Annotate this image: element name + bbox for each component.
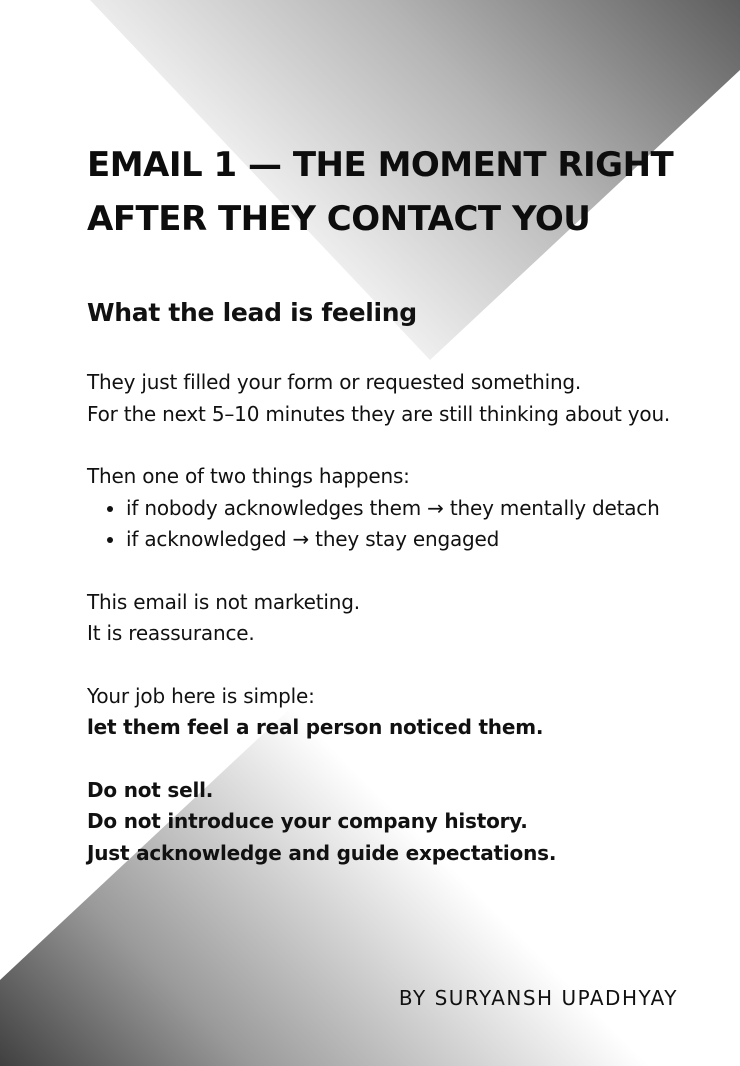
bullet-list [87,493,687,556]
list-item: • if acknowledged → they stay engaged [126,524,687,556]
paragraph-1 [87,367,687,430]
section-heading: What the lead is feeling [87,298,417,327]
paragraph-4-emphasis: let them feel a real person noticed them. [87,715,544,739]
paragraph-4-line-1: Your job here is simple: [87,683,315,708]
document-body [87,138,687,869]
paragraph-5-line-3: Just acknowledge and guide expectations. [87,840,557,865]
paragraph-3-line-2: It is reassurance. [87,621,255,645]
paragraph-2 [87,461,687,556]
paragraph-3-line-1: This email is not marketing. [87,589,360,614]
paragraph-5-line-2: Do not introduce your company history. [87,809,528,833]
page-title [87,138,687,246]
list-item: • if nobody acknowledges them → they mentally detach [126,493,687,525]
paragraph-4 [87,681,687,744]
paragraph-5-line-1: Do not sell. [87,777,214,802]
paragraph-1-line-1: They just filled your form or requested something. [87,370,582,394]
title-line-1: EMAIL 1 — THE MOMENT RIGHT [87,145,674,185]
author-byline: BY SURYANSH UPADHYAY [398,986,678,1010]
paragraph-2-intro: Then one of two things happens: [87,464,410,488]
paragraph-5 [87,775,687,870]
title-line-2: AFTER THEY CONTACT YOU [87,199,591,239]
paragraph-3 [87,587,687,650]
paragraph-1-line-2: For the next 5–10 minutes they are still thinking about you. [87,401,671,426]
